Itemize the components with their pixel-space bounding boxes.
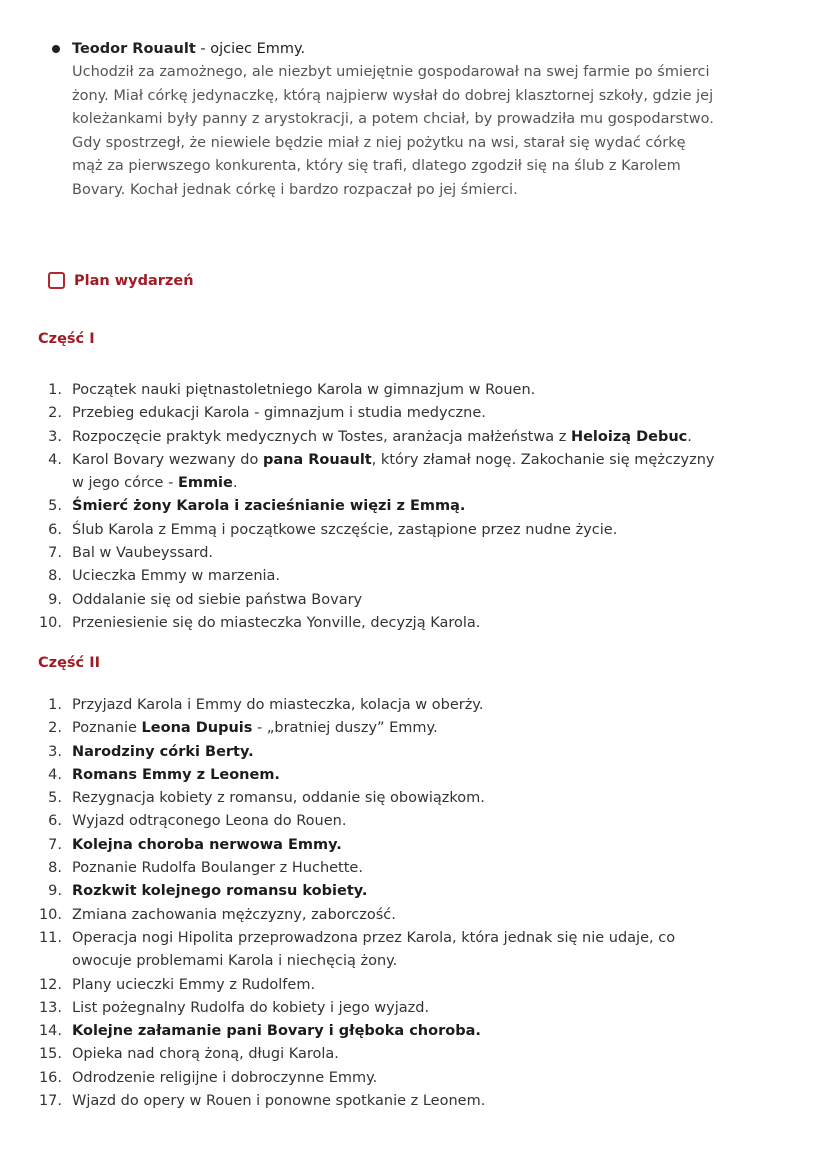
event-item xyxy=(38,857,798,880)
event-line xyxy=(72,542,798,565)
event-item xyxy=(38,612,798,635)
event-text: Rezygnacja kobiety z romansu, oddanie się obowiązkom. xyxy=(72,790,485,807)
plan-label: Plan wydarzeń xyxy=(74,272,194,289)
event-item xyxy=(38,379,798,402)
event-number: 8. xyxy=(48,860,62,877)
event-number: 9. xyxy=(48,591,62,608)
event-text: Ślub Karola z Emmą i początkowe szczęście, zastąpione przez nudne życie. xyxy=(72,521,618,538)
event-line xyxy=(72,810,798,833)
event-item xyxy=(38,694,798,717)
event-text: Odrodzenie religijne i dobroczynne Emmy. xyxy=(72,1069,378,1086)
event-item xyxy=(38,426,798,449)
event-number: 13. xyxy=(38,999,62,1016)
event-line xyxy=(72,717,798,740)
event-item xyxy=(38,1020,798,1043)
event-item xyxy=(38,717,798,740)
event-number: 2. xyxy=(48,720,62,737)
event-item xyxy=(38,1067,798,1090)
event-line xyxy=(72,880,798,903)
event-text: Poznanie Rudolfa Boulanger z Huchette. xyxy=(72,860,363,877)
event-text: Bal w Vaubeyssard. xyxy=(72,545,214,562)
description-line: koleżankami były panny z arystokracji, a potem chciał, by prowadziła mu gospodarstwo. xyxy=(72,111,714,127)
event-text: . xyxy=(687,428,692,445)
event-text-bold: pana Rouault xyxy=(262,451,372,468)
event-text: Przyjazd Karola i Emmy do miasteczka, kolacja w oberży. xyxy=(72,697,484,713)
event-text: Plany ucieczki Emmy z Rudolfem. xyxy=(72,976,316,993)
event-line xyxy=(72,904,798,927)
event-text-bold: Romans Emmy z Leonem. xyxy=(72,766,280,783)
event-item xyxy=(38,1090,798,1113)
character-name: Teodor Rouault xyxy=(72,41,196,57)
event-item xyxy=(38,904,798,927)
event-text-bold: Heloizą Debuc xyxy=(570,428,688,445)
bullet-icon xyxy=(52,45,60,53)
event-text: Oddalanie się od siebie państwa Bovary xyxy=(72,591,363,608)
event-text: Przeniesienie się do miasteczka Yonville, decyzją Karola. xyxy=(72,614,481,631)
event-text: Karol Bovary wezwany do xyxy=(72,451,263,468)
event-text-bold: Emmie xyxy=(177,475,233,492)
event-item xyxy=(38,565,798,588)
event-item xyxy=(38,927,798,974)
event-line xyxy=(72,1043,798,1066)
event-text: Wjazd do opery w Rouen i ponowne spotkanie z Leonem. xyxy=(72,1093,486,1110)
event-line xyxy=(72,974,798,997)
event-item xyxy=(38,974,798,997)
event-number: 5. xyxy=(48,790,62,807)
event-number: 8. xyxy=(48,568,62,585)
description-line: Gdy spostrzegł, że niewiele będzie miał z niej pożytku na wsi, starał się wydać córkę xyxy=(72,134,686,151)
event-item xyxy=(38,834,798,857)
event-number: 12. xyxy=(38,976,62,993)
event-text: Początek nauki piętnastoletniego Karola w gimnazjum w Rouen. xyxy=(72,382,536,398)
character-description xyxy=(72,61,789,202)
event-line xyxy=(72,1067,798,1090)
event-number: 6. xyxy=(48,521,62,538)
event-text: List pożegnalny Rudolfa do kobiety i jego wyjazd. xyxy=(72,999,430,1016)
event-number: 4. xyxy=(48,451,62,468)
event-line xyxy=(72,612,798,635)
event-line xyxy=(72,449,798,472)
part-2-event-list xyxy=(38,694,798,1113)
event-number: 3. xyxy=(48,428,62,445)
event-number: 1. xyxy=(48,382,62,398)
event-text-bold: Narodziny córki Berty. xyxy=(72,743,254,760)
event-text-bold: Rozkwit kolejnego romansu kobiety. xyxy=(72,883,368,900)
event-line xyxy=(72,834,798,857)
description-line: Bovary. Kochał jednak córkę i bardzo rozpaczał po jej śmierci. xyxy=(72,181,518,198)
event-line xyxy=(72,565,798,588)
event-item xyxy=(38,880,798,903)
event-number: 2. xyxy=(48,405,62,422)
event-number: 6. xyxy=(48,813,62,830)
event-line xyxy=(72,495,798,518)
event-text: Poznanie xyxy=(72,720,142,737)
event-item xyxy=(38,589,798,612)
event-text-bold: Śmierć żony Karola i zacieśnianie więzi z Emmą. xyxy=(72,498,466,515)
event-number: 3. xyxy=(48,743,62,760)
event-item xyxy=(38,810,798,833)
event-item xyxy=(38,741,798,764)
event-line xyxy=(72,589,798,612)
character-entry xyxy=(49,38,789,202)
event-line xyxy=(72,426,798,449)
event-line xyxy=(72,997,798,1020)
part-1-event-list xyxy=(38,379,798,635)
event-text-bold: Kolejne załamanie pani Bovary i głęboka choroba. xyxy=(72,1023,481,1040)
event-line xyxy=(72,519,798,542)
event-line xyxy=(72,950,798,973)
event-text: . xyxy=(232,475,238,492)
event-line xyxy=(72,694,798,717)
event-text: Zmiana zachowania mężczyzny, zaborczość. xyxy=(72,906,396,923)
event-number: 7. xyxy=(48,545,62,562)
event-text: Operacja nogi Hipolita przeprowadzona przez Karola, która jednak się nie udaje, co xyxy=(72,929,676,946)
event-item xyxy=(38,787,798,810)
event-item xyxy=(38,519,798,542)
event-number: 17. xyxy=(38,1093,62,1110)
event-line xyxy=(72,1020,798,1043)
event-number: 1. xyxy=(48,697,62,713)
event-number: 15. xyxy=(38,1046,62,1063)
character-title xyxy=(72,38,789,61)
event-text: Wyjazd odtrąconego Leona do Rouen. xyxy=(72,813,347,830)
event-item xyxy=(38,997,798,1020)
description-line: Uchodził za zamożnego, ale niezbyt umiejętnie gospodarował na swej farmie po śmierci xyxy=(72,64,710,80)
event-number: 9. xyxy=(48,883,62,900)
checkbox-icon[interactable] xyxy=(48,272,65,289)
event-text: owocuje problemami Karola i niechęcią żony. xyxy=(72,953,398,970)
event-text: Przebieg edukacji Karola - gimnazjum i studia medyczne. xyxy=(72,405,486,422)
event-text: Ucieczka Emmy w marzenia. xyxy=(72,568,281,585)
event-line xyxy=(72,741,798,764)
event-line xyxy=(72,787,798,810)
event-item xyxy=(38,1043,798,1066)
event-line xyxy=(72,1090,798,1113)
event-item xyxy=(38,402,798,425)
event-number: 10. xyxy=(38,906,62,923)
event-text: - „bratniej duszy” Emmy. xyxy=(252,720,438,737)
event-number: 10. xyxy=(38,614,62,631)
event-text-bold: Kolejna choroba nerwowa Emmy. xyxy=(72,836,342,853)
event-line xyxy=(72,857,798,880)
event-item xyxy=(38,495,798,518)
event-item xyxy=(38,542,798,565)
event-number: 14. xyxy=(38,1023,62,1040)
event-text: w jego córce - xyxy=(72,475,178,492)
event-item xyxy=(38,449,798,496)
event-text: , który złamał nogę. Zakochanie się mężczyzny xyxy=(371,451,715,468)
event-number: 4. xyxy=(48,766,62,783)
event-text: Rozpoczęcie praktyk medycznych w Tostes, aranżacja małżeństwa z xyxy=(72,428,571,445)
event-item xyxy=(38,764,798,787)
description-line: mąż za pierwszego konkurenta, który się trafi, dlatego zgodził się na ślub z Karolem xyxy=(72,158,681,174)
part-2-title: Część II xyxy=(38,655,100,671)
event-line xyxy=(72,379,798,402)
event-number: 5. xyxy=(48,498,62,515)
event-number: 11. xyxy=(38,929,62,946)
event-text-bold: Leona Dupuis xyxy=(141,720,253,737)
event-line xyxy=(72,472,798,495)
event-number: 16. xyxy=(38,1069,62,1086)
part-1-title: Część I xyxy=(38,331,95,347)
plan-heading xyxy=(48,272,194,289)
event-text: Opieka nad chorą żoną, długi Karola. xyxy=(72,1046,339,1063)
character-role: - ojciec Emmy. xyxy=(195,41,306,57)
event-number: 7. xyxy=(48,836,62,853)
event-line xyxy=(72,927,798,950)
event-line xyxy=(72,402,798,425)
event-line xyxy=(72,764,798,787)
description-line: żony. Miał córkę jedynaczkę, którą najpierw wysłał do dobrej klasztornej szkoły, gdzie jej xyxy=(72,87,714,104)
